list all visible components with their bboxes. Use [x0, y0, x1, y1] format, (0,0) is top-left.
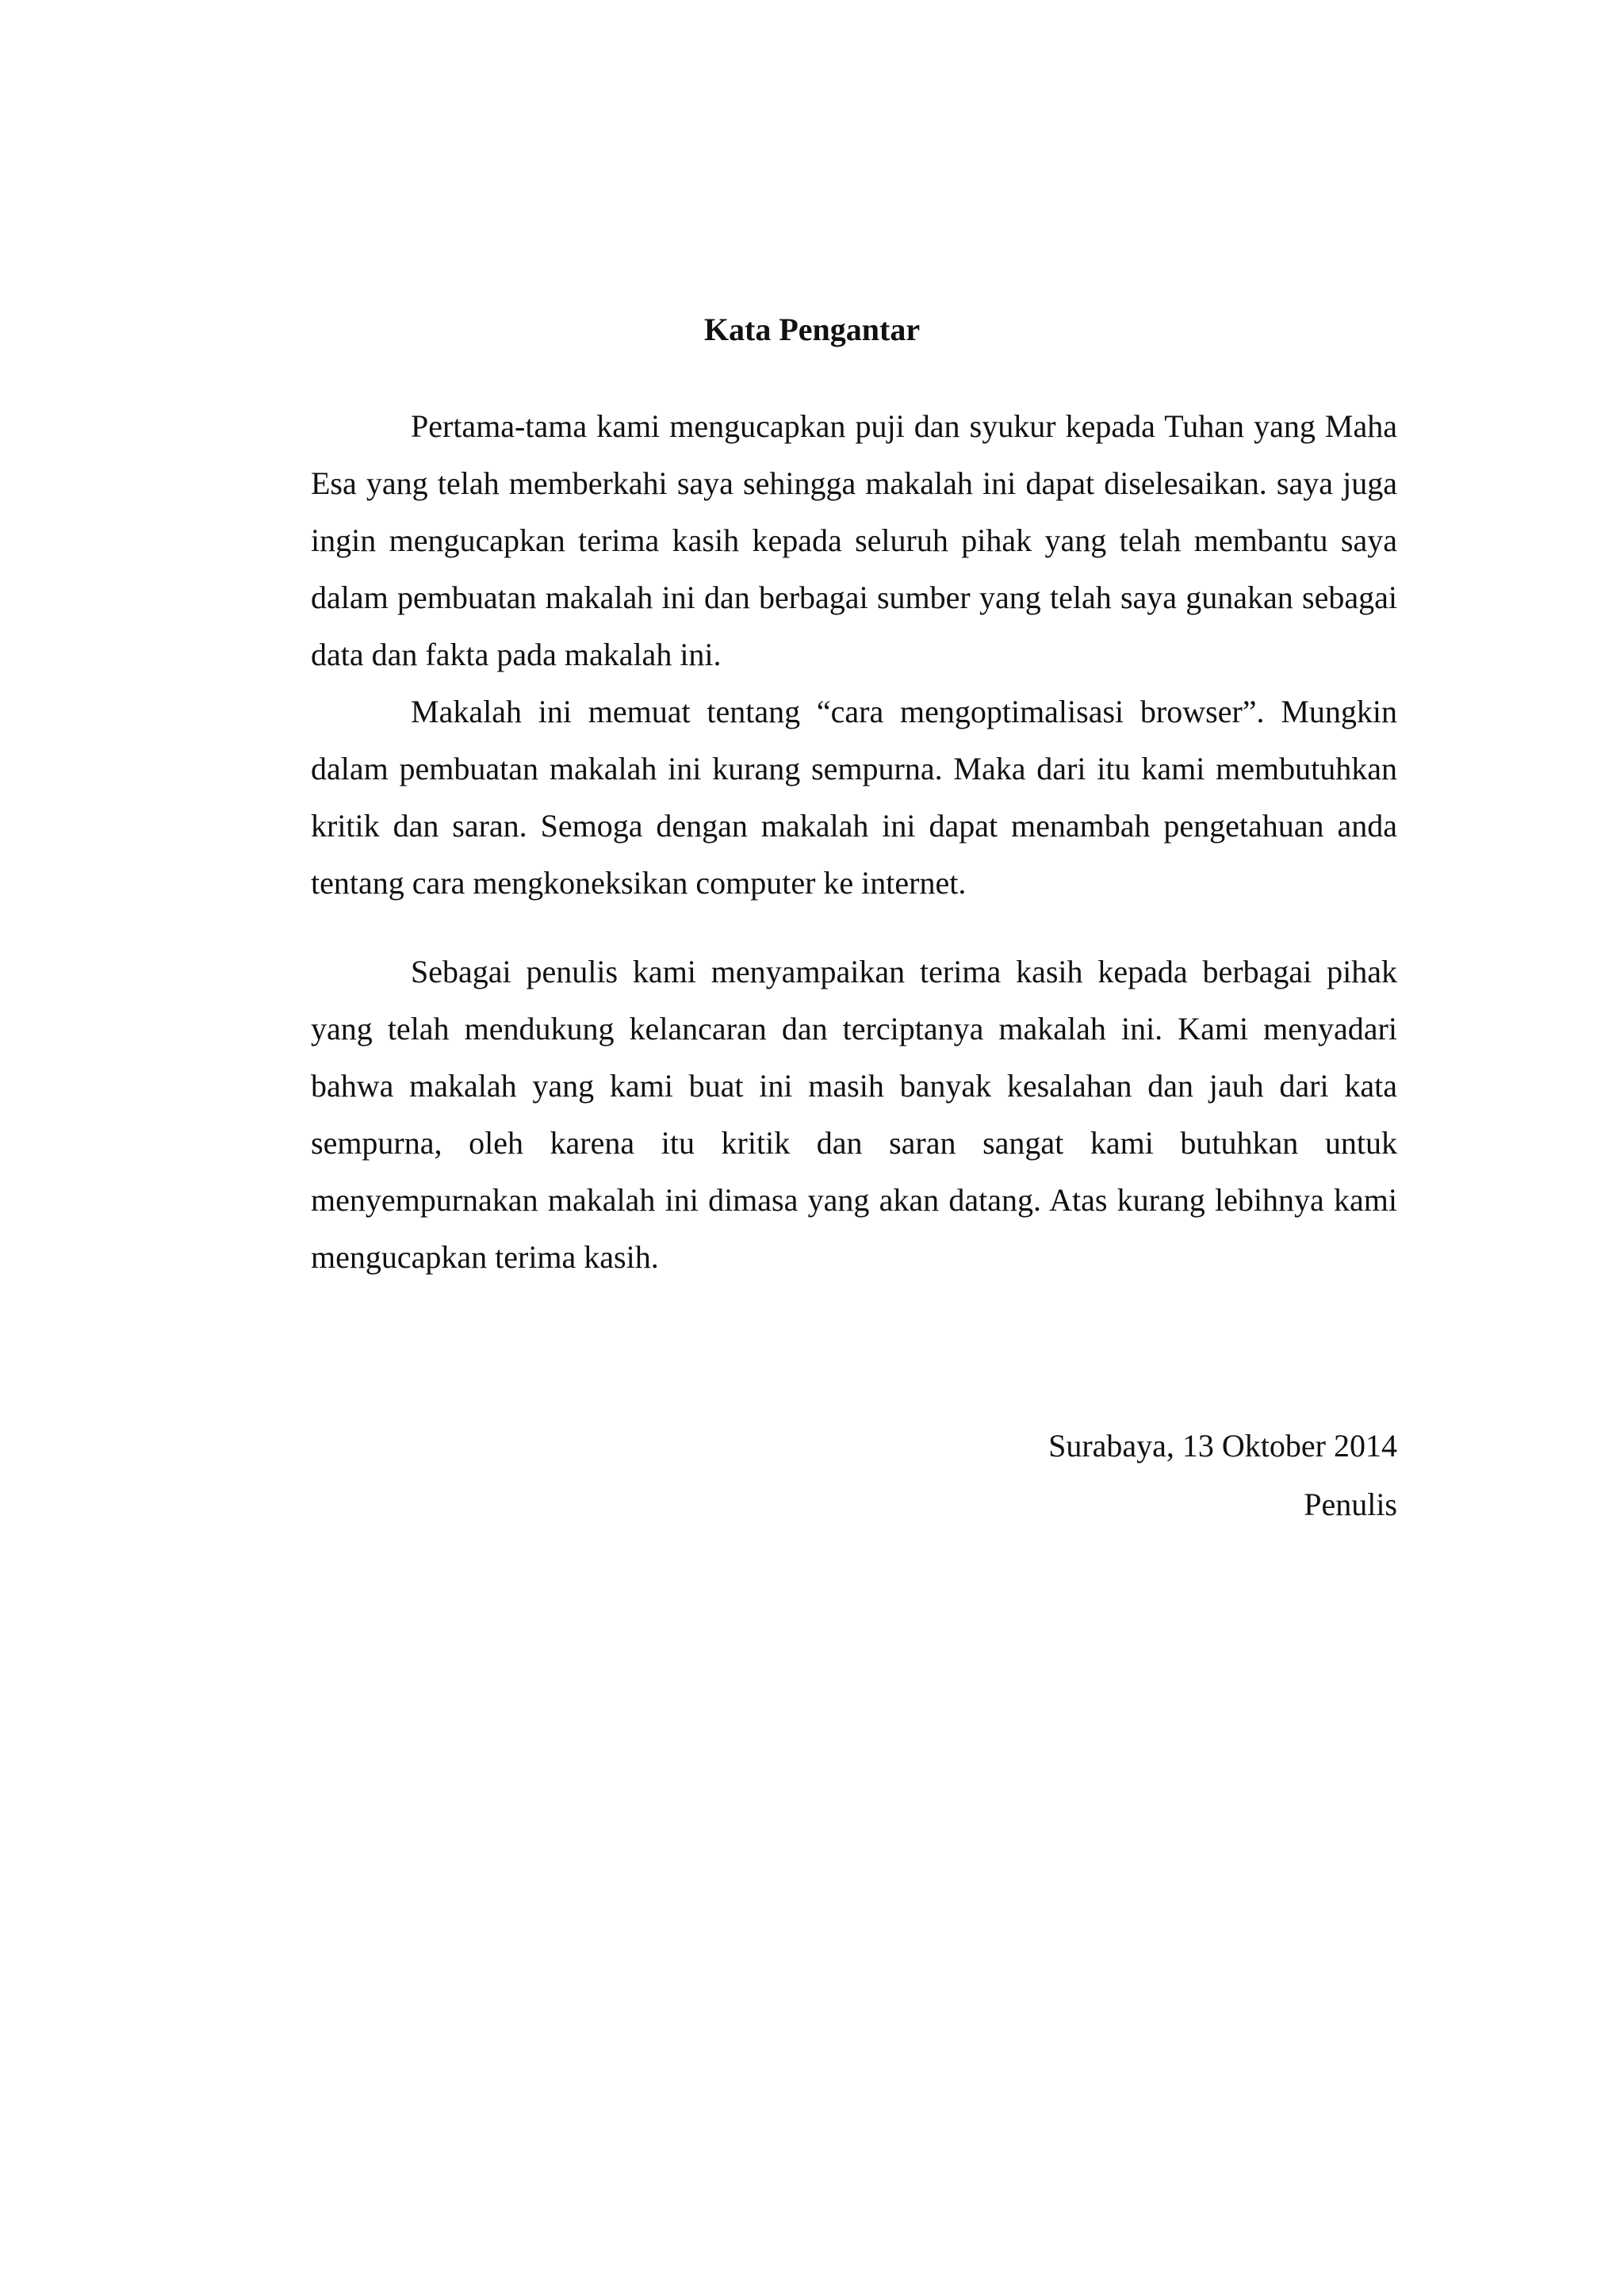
paragraph-3: Sebagai penulis kami menyampaikan terima kasih kepada berbagai pihak yang telah mendukung kelancaran dan terciptanya makalah ini. Kami menyadari bahwa makalah yang kami buat ini masih banyak kesalahan dan jauh dari kata sempurna, oleh karena itu kritik dan saran sangat kami butuhkan untuk menyempurnakan makalah ini dimasa yang akan datang. Atas kurang lebihnya kami mengucapkan terima kasih.: [311, 954, 1397, 1275]
signature-block: [311, 1417, 1397, 1534]
paragraph-1: Pertama-tama kami mengucapkan puji dan syukur kepada Tuhan yang Maha Esa yang telah memberkahi saya sehingga makalah ini dapat diselesaikan. saya juga ingin mengucapkan terima kasih kepada seluruh pihak yang telah membantu saya dalam pembuatan makalah ini dan berbagai sumber yang telah saya gunakan sebagai data dan fakta pada makalah ini.: [311, 408, 1397, 672]
page-title: Kata Pengantar: [703, 312, 921, 347]
signature-place-date: Surabaya, 13 Oktober 2014: [1048, 1428, 1397, 1464]
document-body: [311, 398, 1397, 1286]
paragraph-2: Makalah ini memuat tentang “cara mengoptimalisasi browser”. Mungkin dalam pembuatan makalah ini kurang sempurna. Maka dari itu kami membutuhkan kritik dan saran. Semoga dengan makalah ini dapat menambah pengetahuan anda tentang cara mengkoneksikan computer ke internet.: [311, 694, 1397, 901]
signature-author: Penulis: [1304, 1487, 1397, 1522]
